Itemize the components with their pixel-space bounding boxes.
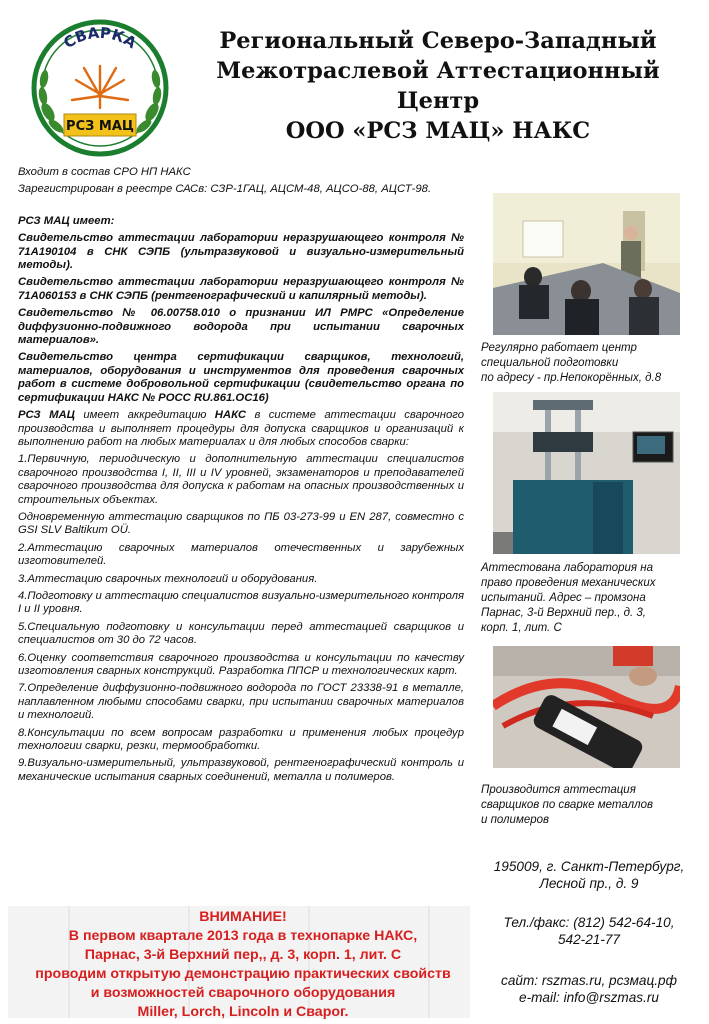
phone-block (476, 914, 702, 948)
notice-line: Miller, Lorch, Lincoln и Сварог. (137, 1004, 349, 1020)
title-line: Межотраслевой Аттестационный (216, 58, 660, 84)
classroom-photo (493, 193, 680, 335)
lab-machine-photo (493, 392, 680, 554)
notice-block (8, 908, 478, 1022)
service-item: 1.Первичную, периодическую и дополнительную аттестации специалистов сварочного производства I, II, III и IV уровней, экзаменаторов и преподавателей сварочного производства для допуска к работам на опасных производственных и строительных объектах. (18, 453, 464, 506)
notice-line: Парнас, 3-й Верхний пер,, д. 3, корп. 1, лит. С (84, 947, 402, 963)
notice-line: проводим открытую демонстрацию практических свойств (35, 966, 451, 982)
caption-welding: Производится аттестация сварщиков по сварке металлов и полимеров (481, 784, 653, 826)
caption-lab: Аттестована лаборатория на право проведения механических испытаний. Адрес – промзона Парнас, 3-й Верхний пер., д. 3, корп. 1, лит. С (481, 562, 656, 634)
section-heading: РСЗ МАЦ имеет: (18, 214, 115, 227)
website-link[interactable]: сайт: rszmas.ru, рсзмац.рф (501, 973, 677, 988)
service-item: 5.Специальную подготовку и консультации перед аттестацией сварщиков и специалистов от 30 до 72 часов. (18, 620, 464, 647)
logo-ring-text: СВАРКА (60, 23, 140, 53)
certificate-paragraph: Свидетельство аттестации лаборатории неразрушающего контроля № 71А060153 в СНК СЭПБ (рентгенографический и капилярный методы). (18, 276, 464, 302)
service-item: 8.Консультации по всем вопросам разработки и применения любых процедур технологии сварки, резки, термообработки. (18, 726, 464, 753)
service-item: 6.Оценку соответствия сварочного производства и консультации по качеству изготовления сварных конструкций. Разработка ППСР и технологических карт. (18, 651, 464, 677)
certificate-paragraph: Свидетельство центра сертификации сварщиков, технологий, материалов, оборудования и инструментов для проведения сварочных работ в системе добровольной сертификации (свидетельство органа по сертификации НАКС № РОСС RU.861.ОС16) (18, 351, 464, 404)
address-line: Лесной пр., д. 9 (539, 876, 639, 891)
certificate-paragraph: Свидетельство аттестации лаборатории неразрушающего контроля № 71А190104 в СНК СЭПБ (ультразвуковой и визуально-измерительный методы). (18, 232, 464, 272)
service-item: 7.Определение диффузионно-подвижного водорода по ГОСТ 23338-91 в металле, наплавленном любыми способами сварки, при испытании сварочных материалов и технологий. (18, 682, 464, 722)
main-text-column (18, 166, 464, 788)
title-line: Региональный Северо-Западный (219, 28, 657, 54)
address-line: 195009, г. Санкт-Петербург, (493, 859, 685, 874)
service-item: 2.Аттестацию сварочных материалов отечественных и зарубежных изготовителей. (18, 541, 464, 568)
address-block (476, 858, 702, 892)
caption-classroom: Регулярно работает центр специальной подготовки по адресу - пр.Непокорённых, д.8 (481, 342, 662, 384)
notice-title: ВНИМАНИЕ! (199, 909, 287, 925)
accreditation-paragraph: РСЗ МАЦ имеет аккредитацию НАКС в системе аттестации сварочного производства и выполняет процедуры для допуска сварщиков и организаций к выполнению работ на любых материалах и для любых способов сварки: (18, 409, 464, 448)
notice-line: и возможностей сварочного оборудования (90, 985, 396, 1001)
notice-line: В первом квартале 2013 года в технопарке НАКС, (68, 928, 418, 944)
certificate-paragraph: Свидетельство № 06.00758.010 о признании ИЛ РМРС «Определение диффузионно-подвижного водорода при испытании сварочных материалов». (18, 307, 464, 347)
polymer-welding-photo (493, 646, 680, 768)
logo-banner-text: РСЗ МАЦ (66, 119, 134, 134)
email-link[interactable]: e-mail: info@rszmas.ru (519, 990, 659, 1005)
service-item: 4.Подготовку и аттестацию специалистов визуально-измерительного контроля I и II уровня. (18, 589, 464, 616)
intro-line: Входит в состав СРО НП НАКС (18, 166, 191, 178)
service-item: Одновременную аттестацию сварщиков по ПБ 03-273-99 и EN 287, совместно с GSI SLV Baltikum OÜ. (18, 510, 464, 537)
org-name: РСЗ МАЦ (18, 409, 75, 422)
rsz-mac-logo (26, 16, 174, 158)
service-item: 9.Визуально-измерительный, ультразвуковой, рентгенографический контроль и механические испытания сварных соединений, металла и полимеров. (18, 757, 464, 783)
naks-name: НАКС (214, 409, 247, 422)
phone-line: 542-21-77 (558, 932, 620, 947)
intro-line: Зарегистрирован в реестре САСв: СЗР-1ГАЦ, АЦСМ-48, АЦСО-88, АЦСТ-98. (18, 183, 432, 196)
phone-line: Тел./факс: (812) 542-64-10, (503, 915, 675, 930)
title-line: Центр (396, 88, 480, 114)
page-title (188, 26, 688, 146)
web-block (476, 972, 702, 1006)
service-item: 3.Аттестацию сварочных технологий и оборудования. (18, 572, 318, 585)
title-line: ООО «РСЗ МАЦ» НАКС (285, 118, 591, 144)
